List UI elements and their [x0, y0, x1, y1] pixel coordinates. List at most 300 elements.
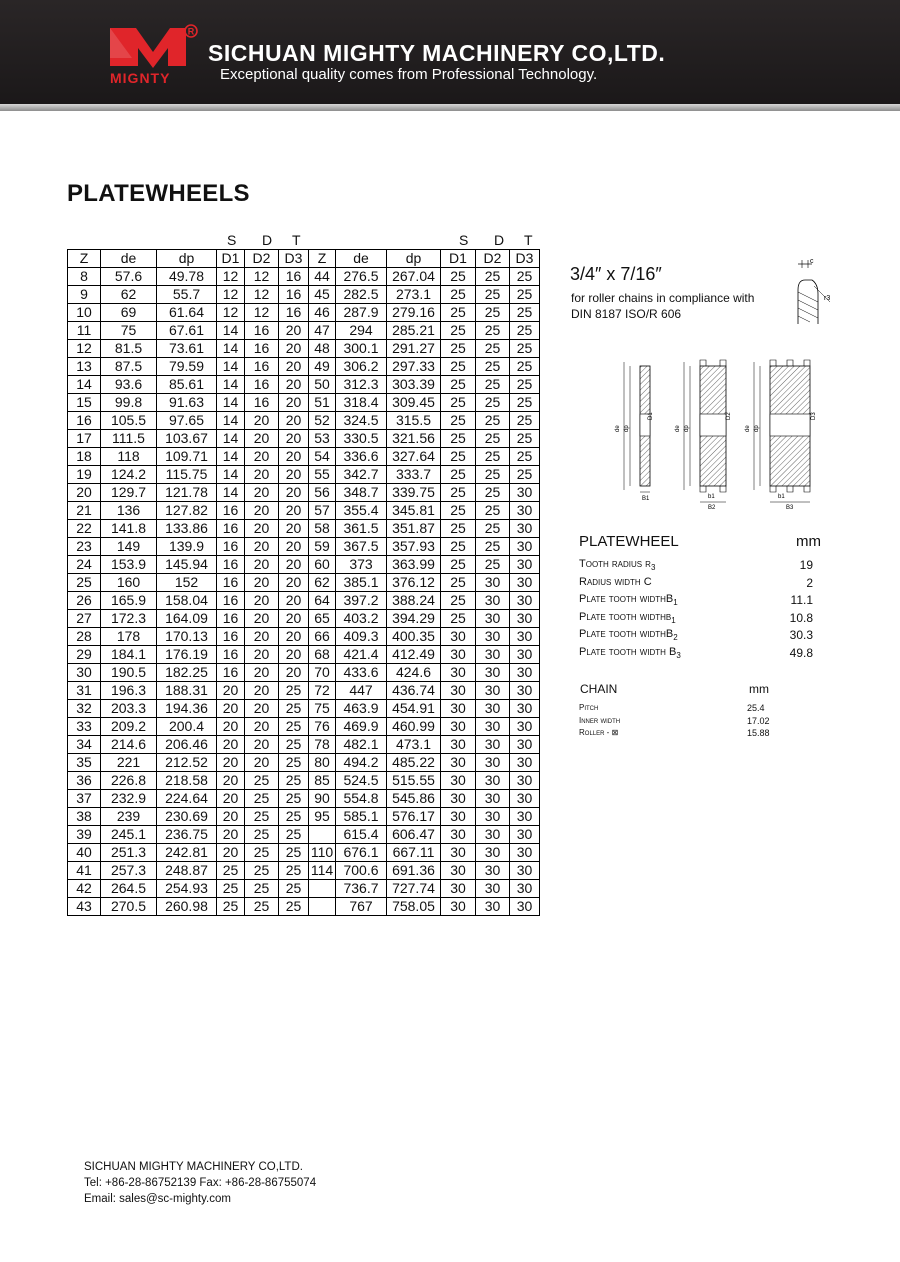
table-cell: 91.63 [157, 394, 217, 412]
table-cell: 37 [68, 790, 101, 808]
group-label-t: T [292, 232, 301, 248]
table-cell: 691.36 [387, 862, 441, 880]
table-cell: 348.7 [336, 484, 387, 502]
table-cell: 239 [101, 808, 157, 826]
table-row [68, 448, 540, 466]
table-cell: 524.5 [336, 772, 387, 790]
table-cell: 16 [279, 268, 309, 286]
table-cell: 20 [217, 844, 245, 862]
table-row [68, 322, 540, 340]
table-row [68, 754, 540, 772]
table-cell: 14 [217, 466, 245, 484]
footer-phone: Tel: +86-28-86752139 Fax: +86-28-86755074 [84, 1177, 317, 1189]
table-cell: 463.9 [336, 700, 387, 718]
table-cell: 66 [309, 628, 336, 646]
table-cell: 9 [68, 286, 101, 304]
table-row [68, 664, 540, 682]
table-cell: 276.5 [336, 268, 387, 286]
table-cell: 57 [309, 502, 336, 520]
table-cell: 30 [510, 502, 540, 520]
table-cell: 25 [441, 358, 476, 376]
footer-company: SICHUAN MIGHTY MACHINERY CO,LTD. [84, 1161, 303, 1173]
table-cell: 14 [217, 484, 245, 502]
table-cell: 287.9 [336, 304, 387, 322]
table-cell: 24 [68, 556, 101, 574]
table-cell: 59 [309, 538, 336, 556]
table-row [68, 772, 540, 790]
table-cell: 176.19 [157, 646, 217, 664]
table-cell: 54 [309, 448, 336, 466]
table-cell: 133.86 [157, 520, 217, 538]
platewheel-value: 30.3 [789, 628, 813, 642]
table-cell: 30 [510, 520, 540, 538]
table-cell: 153.9 [101, 556, 157, 574]
table-cell: 115.75 [157, 466, 217, 484]
label-r3: r3 [824, 295, 831, 302]
table-cell: 25 [279, 844, 309, 862]
table-cell: 20 [68, 484, 101, 502]
table-cell: 25 [476, 358, 510, 376]
table-cell: 25 [510, 340, 540, 358]
table-cell: 25 [510, 394, 540, 412]
table-cell: 25 [245, 844, 279, 862]
table-cell: 20 [245, 718, 279, 736]
table-cell: 16 [217, 538, 245, 556]
table-cell: 30 [510, 538, 540, 556]
table-cell: 236.75 [157, 826, 217, 844]
table-cell: 25 [279, 790, 309, 808]
table-cell: 251.3 [101, 844, 157, 862]
table-cell: 394.29 [387, 610, 441, 628]
group-label-s-2: S [459, 232, 469, 248]
table-cell: 20 [217, 682, 245, 700]
table-cell: 20 [279, 574, 309, 592]
table-cell: 127.82 [157, 502, 217, 520]
table-cell: 30 [476, 808, 510, 826]
table-row [68, 736, 540, 754]
table-cell: 25 [441, 376, 476, 394]
table-cell: 30 [476, 736, 510, 754]
label-c: c [810, 258, 814, 265]
table-row [68, 430, 540, 448]
table-cell [309, 898, 336, 916]
table-cell: 25 [217, 898, 245, 916]
table-cell: 97.65 [157, 412, 217, 430]
table-cell: 30 [441, 772, 476, 790]
table-cell: 200.4 [157, 718, 217, 736]
chain-value: 15.88 [747, 728, 770, 738]
table-cell: 20 [245, 412, 279, 430]
table-cell: 160 [101, 574, 157, 592]
table-row [68, 268, 540, 286]
table-cell: 16 [217, 664, 245, 682]
table-cell: 25 [476, 268, 510, 286]
table-cell: 58 [309, 520, 336, 538]
table-cell: 12 [245, 304, 279, 322]
table-cell: 336.6 [336, 448, 387, 466]
table-cell: 25 [279, 754, 309, 772]
table-cell: 20 [245, 538, 279, 556]
platewheel-label-text: Radius width C [579, 575, 652, 588]
table-cell: 43 [68, 898, 101, 916]
table-cell: 20 [245, 592, 279, 610]
table-cell: 25 [441, 610, 476, 628]
table-cell: 403.2 [336, 610, 387, 628]
table-cell: 16 [68, 412, 101, 430]
table-cell: 436.74 [387, 682, 441, 700]
table-cell: 20 [245, 610, 279, 628]
table-cell: 30 [476, 754, 510, 772]
table-row [68, 682, 540, 700]
table-cell: 16 [217, 556, 245, 574]
table-cell: 18 [68, 448, 101, 466]
table-cell: 494.2 [336, 754, 387, 772]
table-cell: 30 [510, 736, 540, 754]
table-cell: 345.81 [387, 502, 441, 520]
table-cell: 25 [441, 340, 476, 358]
table-cell: 25 [476, 484, 510, 502]
table-cell: 214.6 [101, 736, 157, 754]
table-cell: 20 [279, 394, 309, 412]
table-cell: 20 [279, 520, 309, 538]
table-row [68, 556, 540, 574]
table-cell: 136 [101, 502, 157, 520]
table-cell: 25 [441, 538, 476, 556]
table-cell: 25 [245, 862, 279, 880]
company-name: SICHUAN MIGHTY MACHINERY CO,LTD. [208, 40, 666, 66]
table-cell: 30 [510, 772, 540, 790]
table-cell: 194.36 [157, 700, 217, 718]
chain-value: 17.02 [747, 715, 770, 726]
chain-label: Pitch [579, 703, 599, 712]
table-cell: 25 [217, 862, 245, 880]
table-cell: 72 [309, 682, 336, 700]
table-cell: 129.7 [101, 484, 157, 502]
table-cell: 55 [309, 466, 336, 484]
table-cell: 20 [279, 664, 309, 682]
table-cell: 412.49 [387, 646, 441, 664]
label-b1-3: b1 [778, 494, 785, 500]
table-cell: 20 [245, 556, 279, 574]
table-cell: 20 [245, 520, 279, 538]
table-cell: 30 [441, 880, 476, 898]
table-cell: 676.1 [336, 844, 387, 862]
table-cell: 124.2 [101, 466, 157, 484]
table-cell: 25 [245, 772, 279, 790]
table-cell: 309.45 [387, 394, 441, 412]
table-cell: 330.5 [336, 430, 387, 448]
table-cell: 25 [441, 394, 476, 412]
table-row [68, 808, 540, 826]
table-cell: 14 [217, 448, 245, 466]
table-cell: 297.33 [387, 358, 441, 376]
platewheel-value: 19 [799, 558, 813, 572]
table-cell: 291.27 [387, 340, 441, 358]
table-cell: 25 [68, 574, 101, 592]
table-row [68, 304, 540, 322]
table-cell: 545.86 [387, 790, 441, 808]
table-cell: 56 [309, 484, 336, 502]
table-cell: 81.5 [101, 340, 157, 358]
table-cell: 20 [279, 448, 309, 466]
table-cell: 8 [68, 268, 101, 286]
table-cell: 30 [441, 736, 476, 754]
table-cell: 203.3 [101, 700, 157, 718]
table-cell: 25 [510, 376, 540, 394]
table-cell: 25 [476, 502, 510, 520]
table-cell: 294 [336, 322, 387, 340]
table-cell: 49.78 [157, 268, 217, 286]
table-cell: 20 [245, 574, 279, 592]
platewheel-value: 2 [806, 575, 813, 590]
header-divider [0, 104, 900, 111]
table-cell: 64 [309, 592, 336, 610]
table-cell: 145.94 [157, 556, 217, 574]
table-cell: 30 [476, 700, 510, 718]
table-cell: 172.3 [101, 610, 157, 628]
table-cell: 90 [309, 790, 336, 808]
table-cell: 20 [279, 412, 309, 430]
table-cell: 20 [279, 592, 309, 610]
label-b3: B3 [786, 505, 794, 511]
table-cell: 99.8 [101, 394, 157, 412]
spec-line-2: DIN 8187 ISO/R 606 [571, 307, 682, 321]
table-cell: 188.31 [157, 682, 217, 700]
platewheel-label-sub: 1 [673, 598, 678, 608]
table-cell: 14 [217, 412, 245, 430]
table-cell: 85.61 [157, 376, 217, 394]
table-cell: 12 [245, 286, 279, 304]
table-row [68, 898, 540, 916]
table-cell: 152 [157, 574, 217, 592]
table-cell: 25 [279, 700, 309, 718]
platewheel-value: 49.8 [789, 645, 813, 660]
table-cell: 20 [217, 826, 245, 844]
table-cell: 16 [217, 502, 245, 520]
table-cell: 30 [510, 592, 540, 610]
table-cell: 260.98 [157, 898, 217, 916]
table-cell: 30 [476, 790, 510, 808]
platewheel-unit: mm [796, 533, 821, 550]
table-cell: 16 [217, 592, 245, 610]
table-cell: 482.1 [336, 736, 387, 754]
table-cell: 433.6 [336, 664, 387, 682]
table-cell: 21 [68, 502, 101, 520]
table-cell: 26 [68, 592, 101, 610]
table-cell: 61.64 [157, 304, 217, 322]
table-cell: 324.5 [336, 412, 387, 430]
table-cell: 25 [476, 394, 510, 412]
column-header: D2 [245, 250, 279, 268]
table-cell: 25 [245, 808, 279, 826]
table-cell: 30 [510, 682, 540, 700]
column-header: D3 [510, 250, 540, 268]
column-header: D3 [279, 250, 309, 268]
table-row [68, 502, 540, 520]
table-cell: 30 [510, 646, 540, 664]
table-cell: 25 [441, 322, 476, 340]
table-row [68, 358, 540, 376]
table-cell: 25 [510, 268, 540, 286]
table-cell: 30 [441, 628, 476, 646]
table-cell: 606.47 [387, 826, 441, 844]
table-cell: 14 [217, 340, 245, 358]
table-cell: 184.1 [101, 646, 157, 664]
table-cell: 25 [279, 826, 309, 844]
table-cell: 267.04 [387, 268, 441, 286]
table-row [68, 394, 540, 412]
table-cell: 30 [510, 628, 540, 646]
platewheel-label-text: Tooth radius r [579, 558, 651, 570]
table-cell: 25 [441, 592, 476, 610]
table-cell: 50 [309, 376, 336, 394]
table-cell: 40 [68, 844, 101, 862]
table-cell: 25 [476, 430, 510, 448]
table-cell: 105.5 [101, 412, 157, 430]
table-cell: 25 [510, 466, 540, 484]
table-cell: 25 [510, 322, 540, 340]
table-cell: 76 [309, 718, 336, 736]
table-cell: 14 [217, 358, 245, 376]
table-row [68, 466, 540, 484]
table-cell: 248.87 [157, 862, 217, 880]
table-cell: 15 [68, 394, 101, 412]
table-cell: 473.1 [387, 736, 441, 754]
table-cell: 141.8 [101, 520, 157, 538]
table-cell: 165.9 [101, 592, 157, 610]
table-row [68, 412, 540, 430]
platewheel-table [67, 249, 540, 916]
table-cell: 25 [279, 862, 309, 880]
table-cell: 20 [279, 646, 309, 664]
table-cell: 282.5 [336, 286, 387, 304]
table-cell: 25 [510, 448, 540, 466]
footer-email: Email: sales@sc-mighty.com [84, 1193, 231, 1205]
table-cell: 16 [217, 610, 245, 628]
company-slogan: Exceptional quality comes from Professional Technology. [220, 66, 598, 83]
table-cell: 12 [217, 268, 245, 286]
column-header: dp [387, 250, 441, 268]
platewheel-label-text: Plate tooth width B [579, 645, 677, 658]
table-cell: 39 [68, 826, 101, 844]
table-cell: 30 [476, 610, 510, 628]
table-cell: 554.8 [336, 790, 387, 808]
table-cell: 41 [68, 862, 101, 880]
platewheel-heading: PLATEWHEEL [579, 533, 679, 550]
label-d2: D2 [726, 412, 732, 420]
table-cell: 30 [441, 808, 476, 826]
table-row [68, 520, 540, 538]
table-cell: 14 [217, 376, 245, 394]
table-cell: 190.5 [101, 664, 157, 682]
table-cell: 25 [476, 322, 510, 340]
table-cell: 30 [476, 646, 510, 664]
table-cell: 355.4 [336, 502, 387, 520]
table-cell: 303.39 [387, 376, 441, 394]
table-cell: 48 [309, 340, 336, 358]
table-cell: 409.3 [336, 628, 387, 646]
table-cell: 20 [279, 430, 309, 448]
table-cell: 342.7 [336, 466, 387, 484]
table-cell: 16 [217, 646, 245, 664]
table-cell: 20 [279, 538, 309, 556]
table-cell: 65 [309, 610, 336, 628]
table-cell: 20 [245, 700, 279, 718]
table-cell: 121.78 [157, 484, 217, 502]
table-cell: 30 [476, 880, 510, 898]
column-header: dp [157, 250, 217, 268]
table-cell: 20 [245, 628, 279, 646]
table-row [68, 340, 540, 358]
table-cell: 14 [68, 376, 101, 394]
table-cell: 361.5 [336, 520, 387, 538]
chain-value: 25.4 [747, 703, 765, 713]
table-cell: 30 [510, 790, 540, 808]
table-cell: 469.9 [336, 718, 387, 736]
platewheel-drawings [610, 352, 850, 517]
table-cell: 25 [279, 898, 309, 916]
label-dp-2: dp [684, 425, 690, 432]
chain-label: Roller - ⊠ [579, 728, 619, 737]
table-cell: 20 [245, 484, 279, 502]
table-cell: 20 [217, 772, 245, 790]
table-cell: 68 [309, 646, 336, 664]
spec-title: 3/4″ x 7/16″ [570, 264, 662, 284]
table-cell: 25 [510, 430, 540, 448]
tooth-profile-drawing [788, 256, 848, 326]
platewheel-label [579, 628, 678, 642]
table-cell: 178 [101, 628, 157, 646]
table-row [68, 646, 540, 664]
platewheel-label-sub: 3 [676, 650, 681, 660]
table-cell: 30 [510, 826, 540, 844]
platewheel-label [579, 646, 681, 660]
table-cell: 14 [217, 322, 245, 340]
table-header-row [68, 250, 540, 268]
table-cell: 424.6 [387, 664, 441, 682]
table-cell: 306.2 [336, 358, 387, 376]
table-row [68, 718, 540, 736]
platewheel-label-sub: 2 [673, 633, 678, 643]
table-cell: 318.4 [336, 394, 387, 412]
table-cell: 25 [441, 286, 476, 304]
label-de-1: de [615, 425, 621, 432]
table-cell: 20 [217, 754, 245, 772]
column-header: de [336, 250, 387, 268]
spec-description [571, 290, 754, 322]
table-cell: 62 [101, 286, 157, 304]
table-cell: 30 [476, 682, 510, 700]
label-de-2: de [675, 425, 681, 432]
table-cell: 273.1 [387, 286, 441, 304]
table-cell: 20 [217, 736, 245, 754]
table-cell: 270.5 [101, 898, 157, 916]
label-b1: B1 [642, 496, 650, 502]
table-cell: 14 [217, 430, 245, 448]
table-cell: 232.9 [101, 790, 157, 808]
table-cell: 245.1 [101, 826, 157, 844]
table-cell: 16 [279, 304, 309, 322]
table-cell: 20 [279, 502, 309, 520]
table-cell: 12 [217, 304, 245, 322]
table-cell: 16 [217, 520, 245, 538]
table-cell: 12 [68, 340, 101, 358]
table-cell: 30 [476, 592, 510, 610]
table-cell: 25 [441, 430, 476, 448]
table-cell: 139.9 [157, 538, 217, 556]
label-d3: D3 [811, 412, 817, 420]
table-cell: 700.6 [336, 862, 387, 880]
